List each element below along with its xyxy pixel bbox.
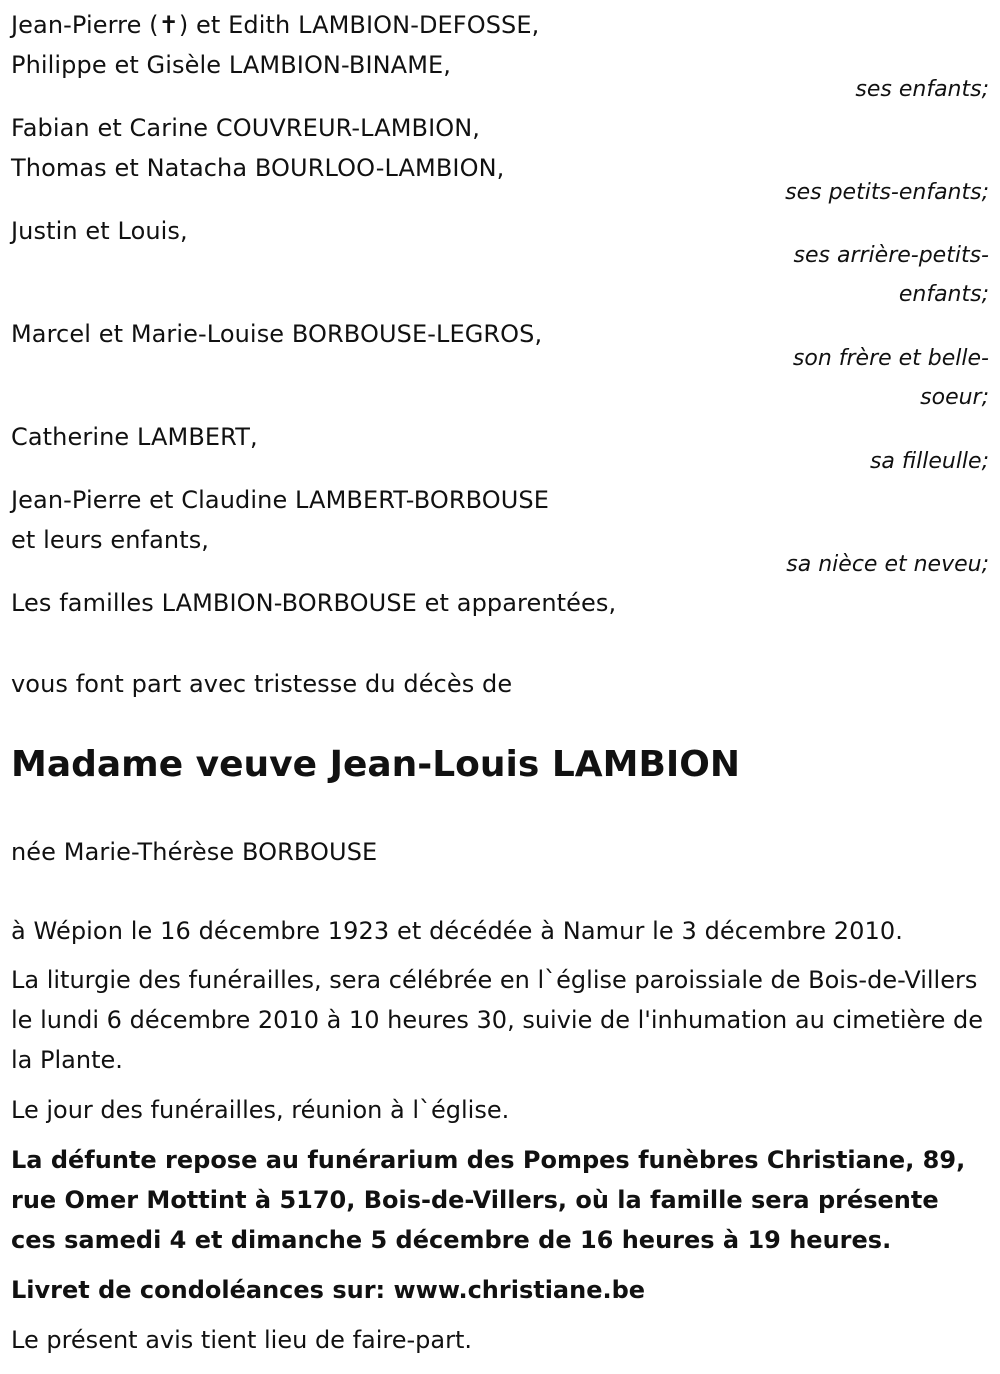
children-relation: ses enfants; (855, 77, 989, 102)
sibling-line: Marcel et Marie-Louise BORBOUSE-LEGROS, (11, 320, 543, 348)
children-line-2: Philippe et Gisèle LAMBION-BINAME, (11, 51, 452, 79)
meeting-paragraph: Le jour des funérailles, réunion à l`église. (11, 1096, 510, 1124)
repose-paragraph: La défunte repose au funérarium des Pompes funèbres Christiane, 89, rue Omer Mottint à 5170, Bois-de-Villers, où la famille sera présente ces samedi 4 et dimanche 5 décembre de 16 heures à 19 heures. (11, 1146, 966, 1254)
sibling-relation-1: son frère et belle- (792, 346, 989, 371)
godchild-line: Catherine LAMBERT, (11, 423, 258, 451)
closing-line: Le présent avis tient lieu de faire-part. (11, 1326, 473, 1354)
great-grandchildren-relation-1: ses arrière-petits- (793, 243, 989, 268)
great-grandchildren-relation-2: enfants; (898, 282, 989, 307)
condolences-line: Livret de condoléances sur: www.christiane.be (11, 1276, 646, 1304)
intro-line: vous font part avec tristesse du décès de (11, 670, 513, 698)
liturgy-paragraph: La liturgie des funérailles, sera célébrée en l`église paroissiale de Bois-de-Villers le lundi 6 décembre 2010 à 10 heures 30, suivie de l'inhumation au cimetière de la Plante. (11, 966, 983, 1074)
niece-relation: sa nièce et neveu; (786, 552, 989, 577)
great-grandchildren-line: Justin et Louis, (11, 217, 188, 245)
sibling-relation-2: soeur; (920, 385, 989, 410)
grandchildren-line-2: Thomas et Natacha BOURLOO-LAMBION, (11, 154, 505, 182)
niece-line-2: et leurs enfants, (11, 526, 210, 554)
birth-death-line: à Wépion le 16 décembre 1923 et décédée à Namur le 3 décembre 2010. (11, 917, 904, 945)
children-line-1: Jean-Pierre (✝) et Edith LAMBION-DEFOSSE, (11, 11, 540, 39)
deceased-name: Madame veuve Jean-Louis LAMBION (11, 744, 741, 785)
families-line: Les familles LAMBION-BORBOUSE et apparentées, (11, 589, 617, 617)
niece-line-1: Jean-Pierre et Claudine LAMBERT-BORBOUSE (11, 486, 550, 514)
godchild-relation: sa filleulle; (869, 449, 989, 474)
grandchildren-relation: ses petits-enfants; (785, 180, 989, 205)
maiden-name: née Marie-Thérèse BORBOUSE (11, 838, 378, 866)
grandchildren-line-1: Fabian et Carine COUVREUR-LAMBION, (11, 114, 481, 142)
